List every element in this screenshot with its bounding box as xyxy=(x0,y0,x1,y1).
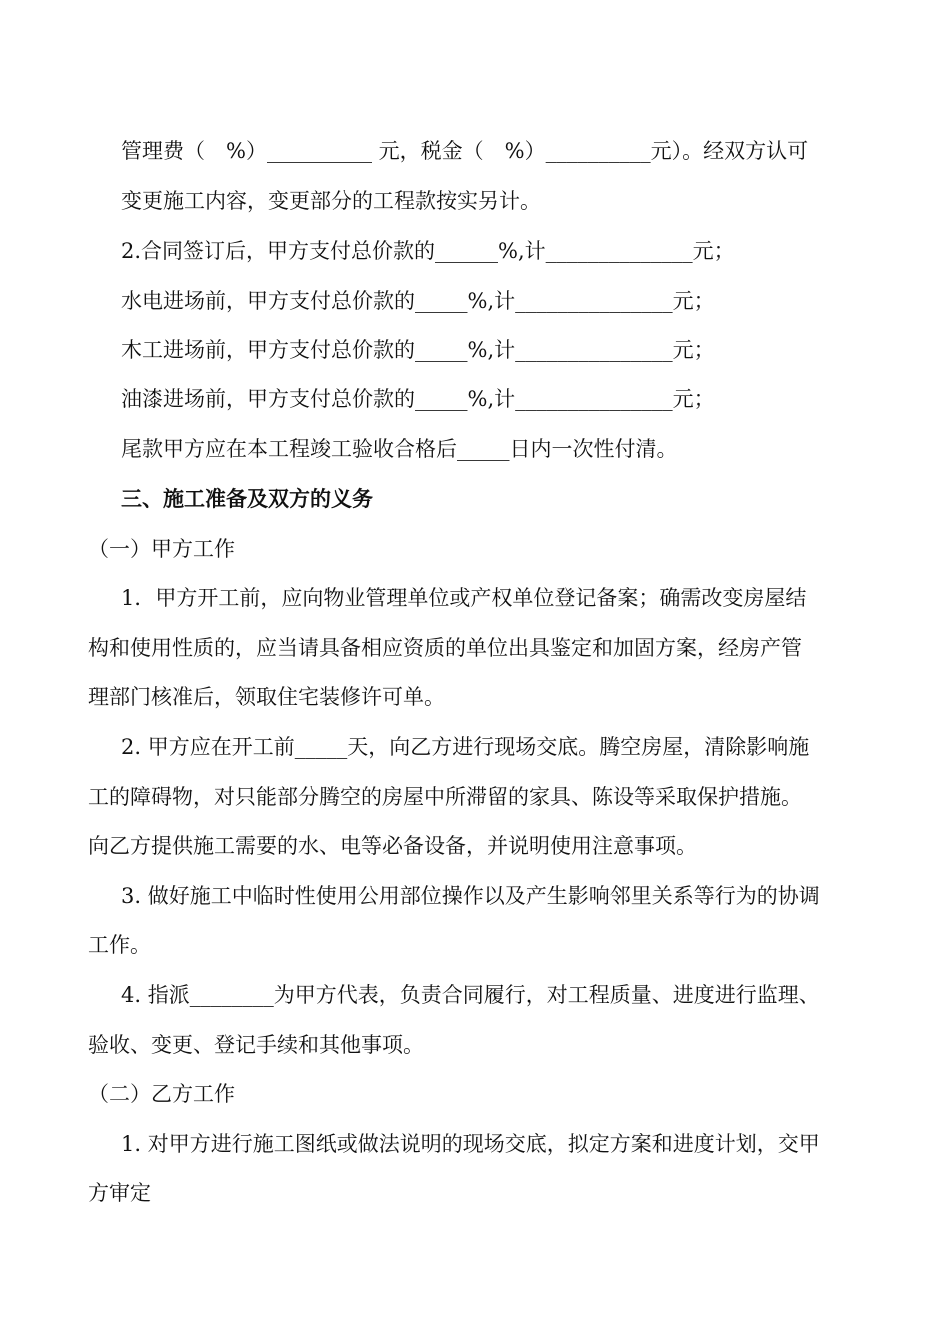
subsection-heading: （一）甲方工作 xyxy=(88,537,235,561)
text-line: 1. 对甲方进行施工图纸或做法说明的现场交底，拟定方案和进度计划，交甲 xyxy=(121,1132,820,1156)
text-line: 工作。 xyxy=(88,933,151,957)
text-line: 1．甲方开工前，应向物业管理单位或产权单位登记备案；确需改变房屋结 xyxy=(121,586,807,610)
text-line: 向乙方提供施工需要的水、电等必备设备，并说明使用注意事项。 xyxy=(88,834,697,858)
text-line: 管理费（ %）__________ 元，税金（ %）__________元）。经双方认可 xyxy=(121,139,809,163)
subsection-heading: （二）乙方工作 xyxy=(88,1082,235,1106)
text-line: 变更施工内容，变更部分的工程款按实另计。 xyxy=(121,189,541,213)
section-heading: 三、施工准备及双方的义务 xyxy=(121,486,373,511)
text-line: 验收、变更、登记手续和其他事项。 xyxy=(88,1033,424,1057)
text-line: 油漆进场前，甲方支付总价款的_____%,计_______________元； xyxy=(121,387,715,411)
text-line: 理部门核准后，领取住宅装修许可单。 xyxy=(88,685,445,709)
text-line: 4. 指派________为甲方代表，负责合同履行，对工程质量、进度进行监理、 xyxy=(121,983,820,1007)
text-line: 尾款甲方应在本工程竣工验收合格后_____日内一次性付清。 xyxy=(121,437,678,461)
text-line: 2.合同签订后，甲方支付总价款的______%,计______________元； xyxy=(121,239,735,263)
text-line: 构和使用性质的，应当请具备相应资质的单位出具鉴定和加固方案，经房产管 xyxy=(88,636,802,660)
text-line: 工的障碍物，对只能部分腾空的房屋中所滞留的家具、陈设等采取保护措施。 xyxy=(88,785,802,809)
text-line: 水电进场前，甲方支付总价款的_____%,计_______________元； xyxy=(121,289,715,313)
text-line: 3. 做好施工中临时性使用公用部位操作以及产生影响邻里关系等行为的协调 xyxy=(121,884,820,908)
text-line: 方审定 xyxy=(88,1181,151,1205)
text-line: 2. 甲方应在开工前_____天，向乙方进行现场交底。腾空房屋，清除影响施 xyxy=(121,735,810,759)
text-line: 木工进场前，甲方支付总价款的_____%,计_______________元； xyxy=(121,338,715,362)
